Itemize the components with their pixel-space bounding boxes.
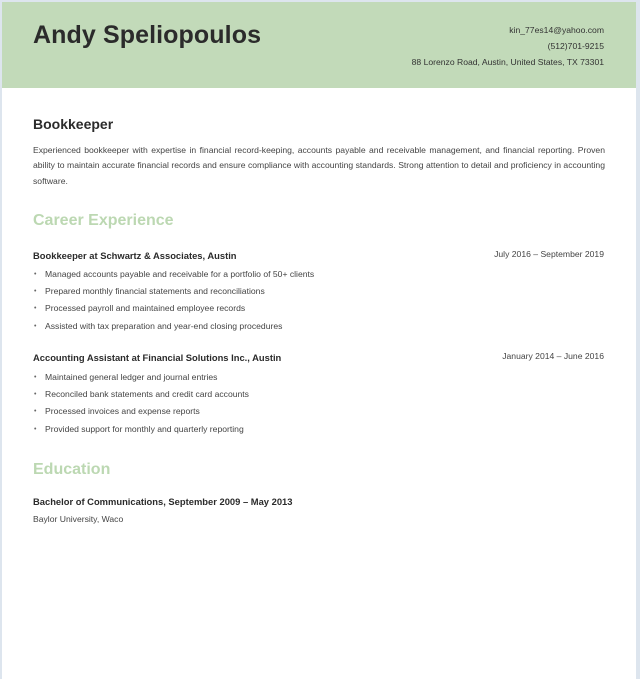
job-title-heading: Bookkeeper: [33, 116, 114, 132]
contact-info: [412, 22, 604, 70]
bullet-icon: •: [34, 288, 37, 296]
bullet-icon: •: [34, 408, 37, 416]
education-heading: Education: [33, 461, 111, 478]
bullet-icon: •: [34, 374, 37, 381]
education-school: Baylor University, Waco: [33, 514, 124, 524]
job-2-title: Accounting Assistant at Financial Solutions Inc., Austin: [33, 352, 282, 363]
job-1-bullets: [33, 266, 314, 335]
bullet-icon: •: [34, 425, 37, 433]
resume-header: [2, 2, 636, 88]
bullet-icon: •: [34, 271, 37, 278]
list-item: • Maintained general ledger and journal entries: [33, 369, 249, 386]
bullet-icon: •: [34, 391, 37, 399]
address: 88 Lorenzo Road, Austin, United States, TX 73301: [411, 57, 604, 67]
list-item: • Provided support for monthly and quarterly reporting: [33, 421, 249, 438]
list-item: • Processed invoices and expense reports: [33, 403, 249, 420]
bullet-icon: •: [34, 322, 37, 330]
list-item: • Processed payroll and maintained employee records: [33, 300, 314, 317]
list-item: • Managed accounts payable and receivable for a portfolio of 50+ clients: [33, 266, 314, 283]
career-experience-heading: Career Experience: [33, 212, 174, 229]
job-2-dates: January 2014 – June 2016: [502, 351, 604, 361]
job-1-title: Bookkeeper at Schwartz & Associates, Austin: [33, 250, 237, 261]
candidate-name: Andy Speliopoulos: [33, 21, 262, 49]
list-item: • Prepared monthly financial statements and reconciliations: [33, 283, 314, 300]
job-1-dates: July 2016 – September 2019: [494, 249, 604, 259]
email: kin_77es14@yahoo.com: [509, 25, 604, 35]
profile-summary: Experienced bookkeeper with expertise in financial record-keeping, accounts payable and receivable management, and financial reporting. Proven ability to maintain accurate financial records and ensure compliance with accounting standards. Strong attention to detail and proficiency in accounting software.: [33, 145, 605, 186]
job-2-bullets: [33, 369, 249, 438]
list-item: • Assisted with tax preparation and year-end closing procedures: [33, 318, 314, 335]
resume-page: [2, 2, 636, 679]
list-item: • Reconciled bank statements and credit card accounts: [33, 386, 249, 403]
bullet-icon: •: [34, 305, 37, 313]
education-degree: Bachelor of Communications, September 2009 – May 2013: [33, 496, 293, 507]
phone: (512)701-9215: [547, 41, 604, 51]
